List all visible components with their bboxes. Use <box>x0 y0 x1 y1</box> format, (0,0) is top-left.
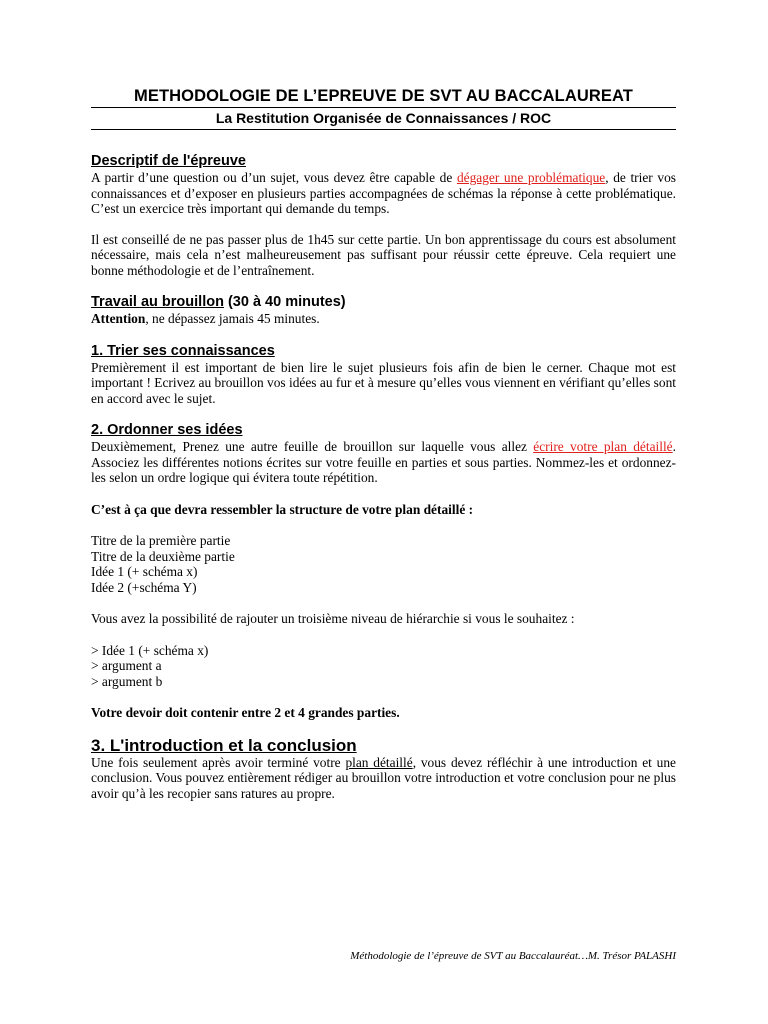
list-item: Idée 1 (+ schéma x) <box>91 564 198 579</box>
descriptif-paragraph-2: Il est conseillé de ne pas passer plus de 1h45 sur cette partie. Un bon apprentissage du cours est absolument nécessaire, mais cela n’est malheureusement pas suffisant pour réussir cette épreuve. Cela requiert une bonne méthodologie et de l’entraînement. <box>91 231 676 278</box>
document-page <box>91 86 676 801</box>
level3-list <box>91 643 676 690</box>
heading-brouillon: Travail au brouillon (30 à 40 minutes) <box>91 294 346 310</box>
problematique-highlight: dégager une problématique <box>456 170 606 185</box>
ordonner-paragraph: Deuxièmement, Prenez une autre feuille de brouillon sur laquelle vous allez écrire votre plan détaillé. Associez les différentes notions écrites sur votre feuille en parties et sous parties. Nommez-les et ordonnez-les selon un ordre logique qui évitera toute répétition. <box>91 439 676 485</box>
page-footer: Méthodologie de l’épreuve de SVT au Baccalauréat…M. Trésor PALASHI <box>350 950 676 962</box>
title-divider <box>91 107 676 108</box>
devoir-requirement: Votre devoir doit contenir entre 2 et 4 grandes parties. <box>91 705 400 720</box>
list-item: Idée 2 (+schéma Y) <box>91 579 197 595</box>
plan-structure-list <box>91 533 676 595</box>
list-item: > Idée 1 (+ schéma x) <box>91 642 209 658</box>
heading-descriptif: Descriptif de l'épreuve <box>91 153 246 169</box>
list-item: Titre de la deuxième partie <box>91 548 235 564</box>
document-title: METHODOLOGIE DE L’EPREUVE DE SVT AU BACCALAUREAT <box>134 87 633 105</box>
attention-note: Attention, ne dépassez jamais 45 minutes. <box>91 311 320 326</box>
plan-detaille-underlined: plan détaillé <box>345 754 413 770</box>
heading-introduction: 3. L'introduction et la conclusion <box>91 735 357 755</box>
trier-paragraph: Premièrement il est important de bien lire le sujet plusieurs fois afin de bien le cerner. Chaque mot est important ! Ecrivez au brouillon vos idées au fur et à mesure qu’elles vous viennent en vérifiant qu’elles sont en accord avec le sujet. <box>91 359 676 406</box>
list-item: Titre de la première partie <box>91 533 231 548</box>
descriptif-paragraph-1: A partir d’une question ou d’un sujet, vous devez être capable de dégager une problématique, de trier vos connaissances et d’exposer en plusieurs parties accompagnées de schémas la réponse à cette problématique. C’est un exercice très important qui demande du temps. <box>91 170 676 216</box>
structure-intro: C’est à ça que devra ressembler la structure de votre plan détaillé : <box>91 501 474 517</box>
heading-trier: 1. Trier ses connaissances <box>91 342 275 359</box>
document-subtitle: La Restitution Organisée de Connaissances / ROC <box>215 110 552 126</box>
heading-ordonner: 2. Ordonner ses idées <box>91 422 243 438</box>
hierarchy-note: Vous avez la possibilité de rajouter un troisième niveau de hiérarchie si vous le souhaitez : <box>91 611 575 626</box>
introduction-paragraph: Une fois seulement après avoir terminé votre plan détaillé, vous devez réfléchir à une introduction et une conclusion. Vous pouvez entièrement rédiger au brouillon votre introduction et votre conclusion pour ne plus avoir qu’à les recopier sans ratures au propre. <box>91 754 677 801</box>
list-item: > argument a <box>91 658 162 673</box>
plan-detaille-highlight: écrire votre plan détaillé <box>533 439 673 454</box>
list-item: > argument b <box>91 673 163 689</box>
